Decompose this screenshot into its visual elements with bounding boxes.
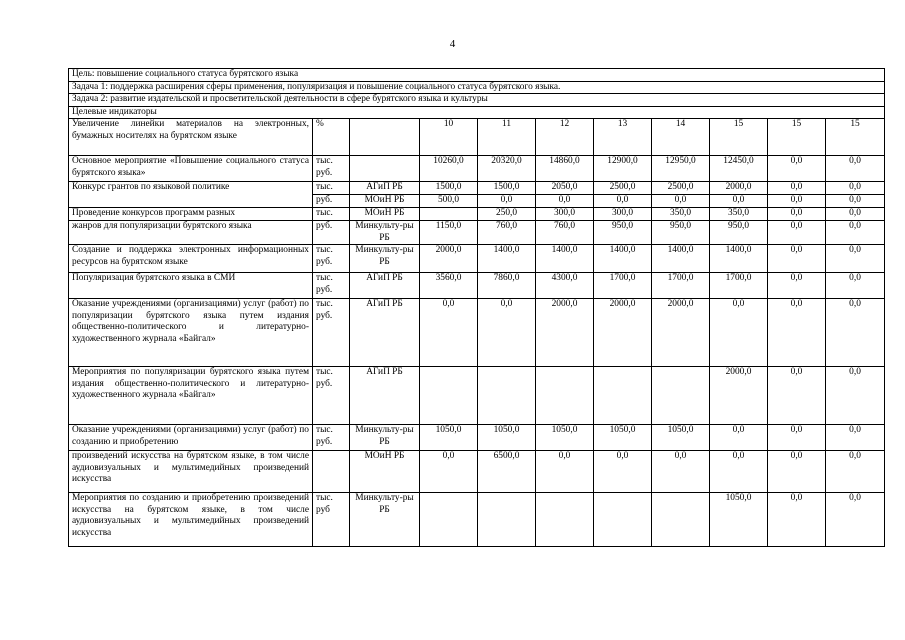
value-cell: 0,0 <box>536 195 594 208</box>
executor-cell: АГиП РБ <box>350 182 420 195</box>
value-cell: 500,0 <box>420 195 478 208</box>
executor-cell: Минкульту-ры РБ <box>350 221 420 245</box>
value-cell: 0,0 <box>826 182 885 195</box>
goal-row: Цель: повышение социального статуса бурятского языка <box>69 69 885 82</box>
value-cell: 950,0 <box>594 221 652 245</box>
value-cell: 0,0 <box>826 425 885 451</box>
executor-cell: Минкульту-ры РБ <box>350 425 420 451</box>
table-row <box>69 273 885 299</box>
value-cell: 1050,0 <box>536 425 594 451</box>
value-cell: 0,0 <box>826 451 885 493</box>
value-cell: 0,0 <box>768 156 826 182</box>
value-cell: 6500,0 <box>478 451 536 493</box>
table-row <box>69 299 885 367</box>
table-row <box>69 182 885 195</box>
value-cell: 2000,0 <box>710 367 768 425</box>
value-cell: 1700,0 <box>652 273 710 299</box>
measure-name: Мероприятия по созданию и приобретению произведений искусства на бурятском языке, в том числе аудиовизуальных и мультимедийных произведений искусства <box>69 493 313 547</box>
measure-name: Конкурс грантов по языковой политике <box>69 182 313 208</box>
value-cell: 0,0 <box>768 451 826 493</box>
measure-name: Мероприятия по популяризации бурятского языка путем издания общественно-политического и литературно-художественного журнала «Байгал» <box>69 367 313 425</box>
table-row <box>69 156 885 182</box>
executor-cell: Минкульту-ры РБ <box>350 493 420 547</box>
value-cell: 0,0 <box>768 245 826 273</box>
value-cell: 0,0 <box>768 367 826 425</box>
value-cell: 0,0 <box>594 195 652 208</box>
table-row <box>69 245 885 273</box>
value-cell: 2050,0 <box>536 182 594 195</box>
value-cell <box>652 367 710 425</box>
value-cell <box>594 367 652 425</box>
measure-name: жанров для популяризации бурятского языка <box>69 221 313 245</box>
value-cell: 0,0 <box>768 425 826 451</box>
executor-cell: МОиН РБ <box>350 451 420 493</box>
value-cell: 760,0 <box>536 221 594 245</box>
value-cell: 20320,0 <box>478 156 536 182</box>
page-number: 4 <box>449 38 456 50</box>
task2-row: Задача 2: развитие издательской и просветительской деятельности в сфере бурятского языка и культуры <box>69 94 885 107</box>
value-cell <box>536 367 594 425</box>
executor-cell: АГиП РБ <box>350 367 420 425</box>
value-cell <box>420 493 478 547</box>
value-cell: 0,0 <box>478 195 536 208</box>
value-cell: 2000,0 <box>710 182 768 195</box>
value-cell: 1500,0 <box>478 182 536 195</box>
value-cell: 14860,0 <box>536 156 594 182</box>
unit-cell: тыс. руб. <box>313 273 350 299</box>
value-cell <box>478 493 536 547</box>
value-cell: 1700,0 <box>710 273 768 299</box>
value-cell: 4300,0 <box>536 273 594 299</box>
value-cell: 15 <box>768 119 826 156</box>
executor-cell: Минкульту-ры РБ <box>350 245 420 273</box>
value-cell: 0,0 <box>826 273 885 299</box>
unit-cell: тыс. руб. <box>313 425 350 451</box>
value-cell: 1050,0 <box>710 493 768 547</box>
measure-name: Увеличение линейки материалов на электронных, бумажных носителях на бурятском языке <box>69 119 313 156</box>
value-cell <box>420 367 478 425</box>
value-cell: 0,0 <box>420 451 478 493</box>
value-cell: 12450,0 <box>710 156 768 182</box>
program-table <box>68 68 885 547</box>
value-cell: 1150,0 <box>420 221 478 245</box>
value-cell: 1400,0 <box>594 245 652 273</box>
value-cell: 0,0 <box>826 299 885 367</box>
value-cell: 15 <box>826 119 885 156</box>
value-cell: 0,0 <box>768 208 826 221</box>
value-cell: 1400,0 <box>478 245 536 273</box>
value-cell: 250,0 <box>478 208 536 221</box>
value-cell: 1400,0 <box>652 245 710 273</box>
value-cell: 0,0 <box>710 451 768 493</box>
value-cell: 0,0 <box>710 195 768 208</box>
value-cell: 2500,0 <box>594 182 652 195</box>
value-cell: 14 <box>652 119 710 156</box>
measure-name: Проведение конкурсов программ разных <box>69 208 313 221</box>
value-cell: 0,0 <box>710 299 768 367</box>
value-cell: 0,0 <box>652 195 710 208</box>
value-cell: 2500,0 <box>652 182 710 195</box>
value-cell <box>478 367 536 425</box>
value-cell: 0,0 <box>768 182 826 195</box>
measure-name: Создание и поддержка электронных информационных ресурсов на бурятском языке <box>69 245 313 273</box>
executor-cell: АГиП РБ <box>350 273 420 299</box>
value-cell: 0,0 <box>826 208 885 221</box>
unit-cell: руб. <box>313 195 350 208</box>
value-cell: 350,0 <box>710 208 768 221</box>
measure-name: произведений искусства на бурятском языке, в том числе аудиовизуальных и мультимедийных произведений искусства <box>69 451 313 493</box>
value-cell: 0,0 <box>768 273 826 299</box>
value-cell: 950,0 <box>652 221 710 245</box>
executor-cell <box>350 156 420 182</box>
table-row <box>69 119 885 156</box>
value-cell: 12 <box>536 119 594 156</box>
unit-cell <box>313 451 350 493</box>
value-cell: 1050,0 <box>594 425 652 451</box>
value-cell: 0,0 <box>826 195 885 208</box>
value-cell: 0,0 <box>826 156 885 182</box>
value-cell: 11 <box>478 119 536 156</box>
value-cell: 0,0 <box>768 221 826 245</box>
value-cell: 3560,0 <box>420 273 478 299</box>
value-cell: 7860,0 <box>478 273 536 299</box>
value-cell <box>420 208 478 221</box>
table-row <box>69 221 885 245</box>
value-cell: 300,0 <box>536 208 594 221</box>
value-cell: 2000,0 <box>536 299 594 367</box>
value-cell: 10 <box>420 119 478 156</box>
value-cell: 0,0 <box>826 367 885 425</box>
value-cell: 0,0 <box>768 195 826 208</box>
value-cell: 12900,0 <box>594 156 652 182</box>
value-cell: 2000,0 <box>594 299 652 367</box>
value-cell: 1400,0 <box>710 245 768 273</box>
unit-cell: тыс. <box>313 208 350 221</box>
measure-name: Оказание учреждениями (организациями) услуг (работ) по созданию и приобретению <box>69 425 313 451</box>
value-cell: 0,0 <box>826 245 885 273</box>
value-cell: 0,0 <box>652 451 710 493</box>
value-cell: 0,0 <box>478 299 536 367</box>
value-cell: 760,0 <box>478 221 536 245</box>
executor-cell <box>350 119 420 156</box>
value-cell: 300,0 <box>594 208 652 221</box>
unit-cell: % <box>313 119 350 156</box>
table-row <box>69 425 885 451</box>
value-cell <box>536 493 594 547</box>
value-cell <box>594 493 652 547</box>
value-cell: 1500,0 <box>420 182 478 195</box>
value-cell: 2000,0 <box>420 245 478 273</box>
value-cell: 12950,0 <box>652 156 710 182</box>
value-cell: 1050,0 <box>478 425 536 451</box>
table-row <box>69 367 885 425</box>
value-cell: 0,0 <box>594 451 652 493</box>
value-cell: 0,0 <box>536 451 594 493</box>
task1-row: Задача 1: поддержка расширения сферы применения, популяризация и повышение социального статуса бурятского языка. <box>69 81 885 94</box>
measure-name: Оказание учреждениями (организациями) услуг (работ) по популяризации бурятского языка путем издания общественно-политического и литературно-художественного журнала «Байгал» <box>69 299 313 367</box>
value-cell <box>652 493 710 547</box>
measure-name: Основное мероприятие «Повышение социального статуса бурятского языка» <box>69 156 313 182</box>
value-cell: 350,0 <box>652 208 710 221</box>
value-cell: 1400,0 <box>536 245 594 273</box>
value-cell: 0,0 <box>710 425 768 451</box>
value-cell: 10260,0 <box>420 156 478 182</box>
value-cell: 0,0 <box>768 493 826 547</box>
value-cell: 0,0 <box>420 299 478 367</box>
table-row <box>69 493 885 547</box>
table-row <box>69 451 885 493</box>
unit-cell: тыс. руб. <box>313 299 350 367</box>
value-cell: 1050,0 <box>652 425 710 451</box>
unit-cell: тыс. руб. <box>313 367 350 425</box>
value-cell: 1700,0 <box>594 273 652 299</box>
executor-cell: МОиН РБ <box>350 195 420 208</box>
executor-cell: МОиН РБ <box>350 208 420 221</box>
unit-cell: руб. <box>313 221 350 245</box>
unit-cell: тыс. руб. <box>313 245 350 273</box>
value-cell: 0,0 <box>826 493 885 547</box>
measure-name: Популяризация бурятского языка в СМИ <box>69 273 313 299</box>
executor-cell: АГиП РБ <box>350 299 420 367</box>
value-cell: 0,0 <box>826 221 885 245</box>
value-cell: 1050,0 <box>420 425 478 451</box>
value-cell: 0,0 <box>768 299 826 367</box>
value-cell: 13 <box>594 119 652 156</box>
value-cell: 2000,0 <box>652 299 710 367</box>
table-row <box>69 208 885 221</box>
unit-cell: тыс. руб <box>313 493 350 547</box>
value-cell: 950,0 <box>710 221 768 245</box>
indicators-row: Целевые индикаторы <box>69 106 885 119</box>
unit-cell: тыс. <box>313 182 350 195</box>
unit-cell: тыс. руб. <box>313 156 350 182</box>
value-cell: 15 <box>710 119 768 156</box>
